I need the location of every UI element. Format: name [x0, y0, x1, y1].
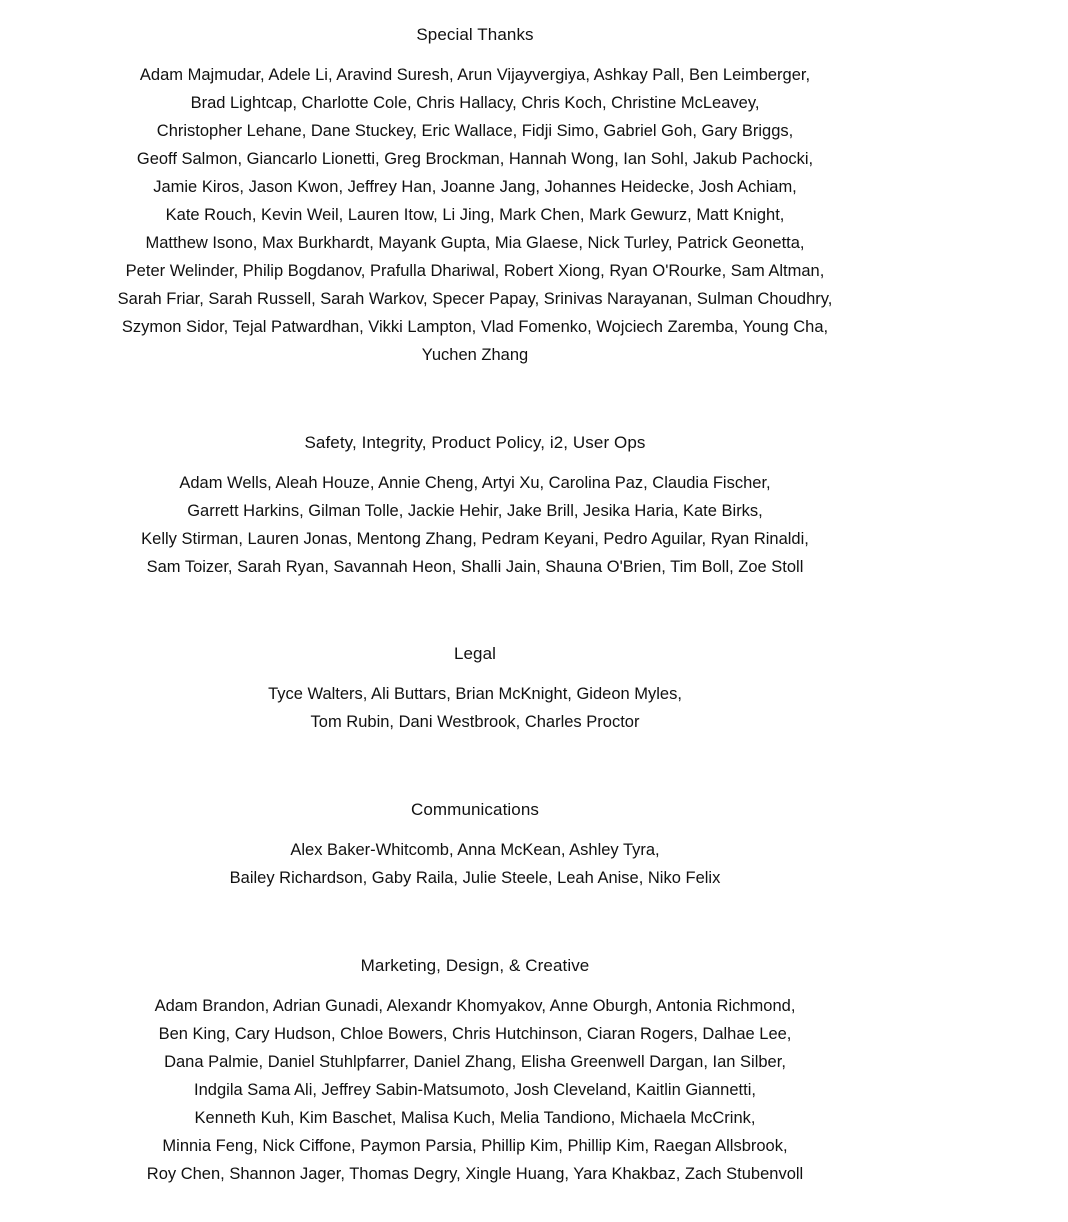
names-line: Sarah Friar, Sarah Russell, Sarah Warkov, Specer Papay, Srinivas Narayanan, Sulman Choudhry, — [117, 290, 833, 308]
names-line: Garrett Harkins, Gilman Tolle, Jackie Hehir, Jake Brill, Jesika Haria, Kate Birks, — [187, 502, 763, 520]
names-line: Christopher Lehane, Dane Stuckey, Eric Wallace, Fidji Simo, Gabriel Goh, Gary Briggs, — [156, 122, 794, 140]
section-title: Communications — [410, 800, 539, 819]
names-line: Kate Rouch, Kevin Weil, Lauren Itow, Li Jing, Mark Chen, Mark Gewurz, Matt Knight, — [165, 206, 785, 224]
names-line: Sam Toizer, Sarah Ryan, Savannah Heon, Shalli Jain, Shauna O'Brien, Tim Boll, Zoe Stoll — [146, 558, 804, 576]
section-names — [0, 680, 950, 736]
names-line: Jamie Kiros, Jason Kwon, Jeffrey Han, Joanne Jang, Johannes Heidecke, Josh Achiam, — [153, 178, 797, 196]
section-names — [0, 61, 950, 369]
names-line: Yuchen Zhang — [421, 346, 529, 364]
section-names — [0, 836, 950, 892]
names-line: Kenneth Kuh, Kim Baschet, Malisa Kuch, Melia Tandiono, Michaela McCrink, — [194, 1109, 756, 1127]
names-line: Matthew Isono, Max Burkhardt, Mayank Gupta, Mia Glaese, Nick Turley, Patrick Geonetta, — [145, 234, 805, 252]
section-names — [0, 469, 950, 581]
names-line: Brad Lightcap, Charlotte Cole, Chris Hallacy, Chris Koch, Christine McLeavey, — [190, 94, 760, 112]
names-line: Kelly Stirman, Lauren Jonas, Mentong Zhang, Pedram Keyani, Pedro Aguilar, Ryan Rinaldi, — [141, 530, 809, 548]
names-line: Roy Chen, Shannon Jager, Thomas Degry, Xingle Huang, Yara Khakbaz, Zach Stubenvoll — [146, 1165, 804, 1183]
names-line: Indgila Sama Ali, Jeffrey Sabin-Matsumoto, Josh Cleveland, Kaitlin Giannetti, — [194, 1081, 756, 1099]
section-title: Marketing, Design, & Creative — [360, 956, 590, 975]
section-marketing-design-creative — [0, 955, 950, 1188]
section-names — [0, 992, 950, 1188]
section-special-thanks — [0, 24, 950, 369]
names-line: Dana Palmie, Daniel Stuhlpfarrer, Daniel Zhang, Elisha Greenwell Dargan, Ian Silber, — [164, 1053, 786, 1071]
names-line: Ben King, Cary Hudson, Chloe Bowers, Chris Hutchinson, Ciaran Rogers, Dalhae Lee, — [158, 1025, 792, 1043]
section-safety-integrity — [0, 432, 950, 581]
names-line: Adam Majmudar, Adele Li, Aravind Suresh, Arun Vijayvergiya, Ashkay Pall, Ben Leimberger, — [139, 66, 811, 84]
section-communications — [0, 799, 950, 892]
section-title: Safety, Integrity, Product Policy, i2, User Ops — [304, 433, 646, 452]
names-line: Adam Brandon, Adrian Gunadi, Alexandr Khomyakov, Anne Oburgh, Antonia Richmond, — [154, 997, 796, 1015]
section-title: Legal — [453, 644, 497, 663]
names-line: Tyce Walters, Ali Buttars, Brian McKnight, Gideon Myles, — [268, 685, 682, 703]
section-legal — [0, 643, 950, 736]
names-line: Minnia Feng, Nick Ciffone, Paymon Parsia, Phillip Kim, Phillip Kim, Raegan Allsbrook, — [162, 1137, 788, 1155]
names-line: Tom Rubin, Dani Westbrook, Charles Proctor — [310, 713, 640, 731]
names-line: Geoff Salmon, Giancarlo Lionetti, Greg Brockman, Hannah Wong, Ian Sohl, Jakub Pachocki, — [136, 150, 814, 168]
names-line: Peter Welinder, Philip Bogdanov, Prafulla Dhariwal, Robert Xiong, Ryan O'Rourke, Sam Altman, — [125, 262, 825, 280]
names-line: Alex Baker-Whitcomb, Anna McKean, Ashley Tyra, — [290, 841, 660, 859]
section-title: Special Thanks — [416, 25, 534, 44]
names-line: Bailey Richardson, Gaby Raila, Julie Steele, Leah Anise, Niko Felix — [229, 869, 721, 887]
names-line: Szymon Sidor, Tejal Patwardhan, Vikki Lampton, Vlad Fomenko, Wojciech Zaremba, Young Cha, — [121, 318, 829, 336]
names-line: Adam Wells, Aleah Houze, Annie Cheng, Artyi Xu, Carolina Paz, Claudia Fischer, — [179, 474, 771, 492]
